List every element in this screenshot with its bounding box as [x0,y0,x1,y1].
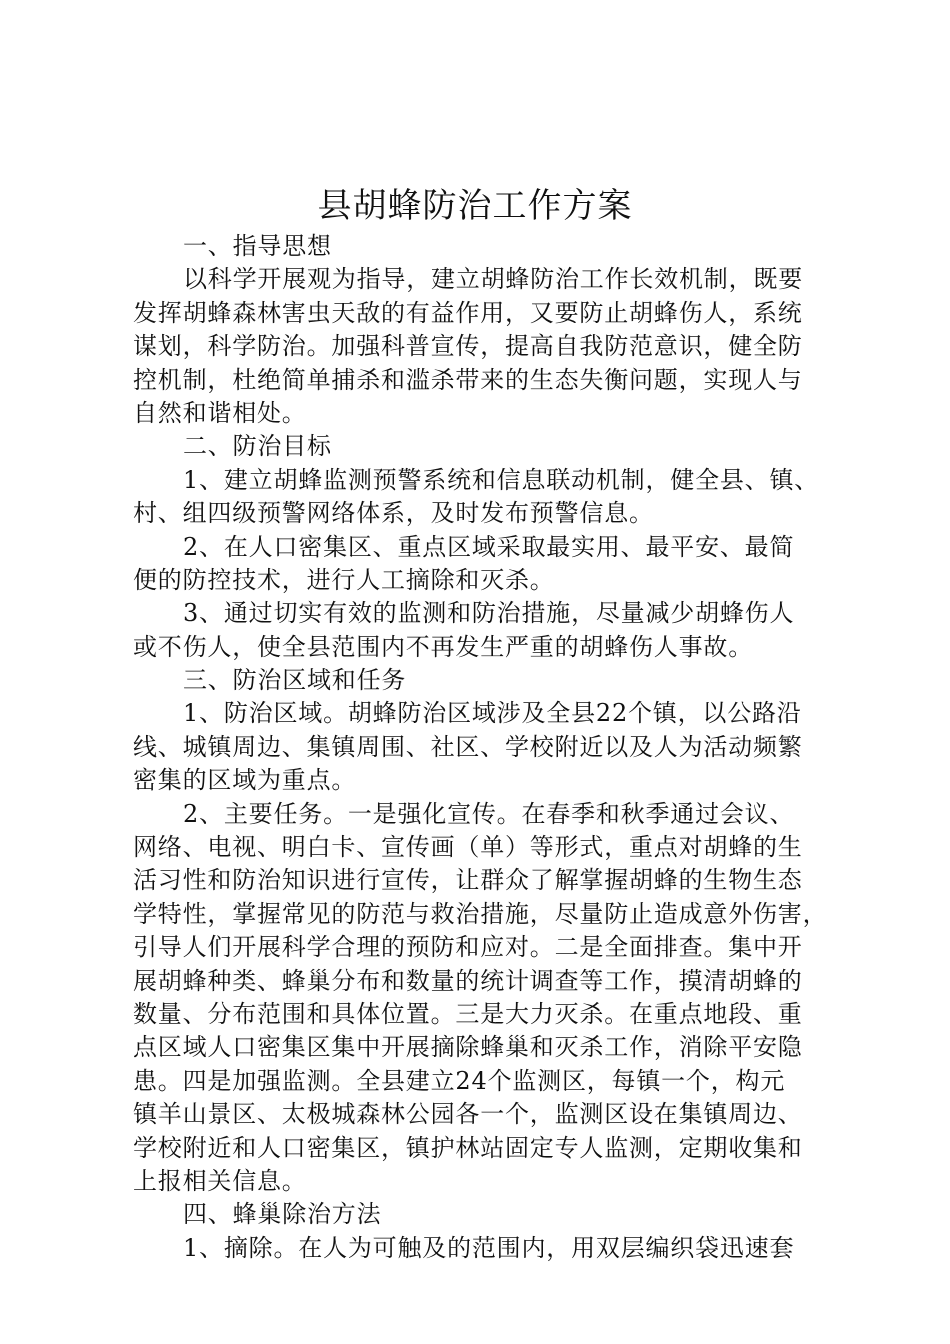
text-line: 控机制，杜绝简单捕杀和滥杀带来的生态失衡问题，实现人与 [133,365,803,394]
text-line: 以科学开展观为指导，建立胡蜂防治工作长效机制，既要 [183,265,803,294]
text-line: 活习性和防治知识进行宣传，让群众了解掌握胡蜂的生物生态 [133,866,803,895]
text-line: 引导人们开展科学合理的预防和应对。二是全面排查。集中开 [133,933,803,962]
text-line: 学校附近和人口密集区，镇护林站固定专人监测，定期收集和 [133,1133,803,1162]
text-line: 一、指导思想 [183,232,332,260]
text-line: 3、通过切实有效的监测和防治措施，尽量减少胡蜂伤人 [183,599,795,628]
text-line: 四、蜂巢除治方法 [183,1200,382,1229]
text-line: 2、主要任务。一是强化宣传。在春季和秋季通过会议、 [183,799,795,828]
text-line: 谋划，科学防治。加强科普宣传，提高自我防范意识，健全防 [133,332,803,361]
text-line: 村、组四级预警网络体系，及时发布预警信息。 [133,499,654,528]
text-line: 便的防控技术，进行人工摘除和灭杀。 [133,565,555,594]
text-line: 数量、分布范围和具体位置。三是大力灭杀。在重点地段、重 [133,999,803,1028]
text-line: 发挥胡蜂森林害虫天敌的有益作用，又要防止胡蜂伤人，系统 [133,298,803,327]
text-line: 1、防治区域。胡蜂防治区域涉及全县22个镇，以公路沿 [183,699,802,728]
text-line: 镇羊山景区、太极城森林公园各一个，监测区设在集镇周边、 [133,1100,803,1129]
text-line: 密集的区域为重点。 [133,766,357,795]
text-line: 1、摘除。在人为可触及的范围内，用双层编织袋迅速套 [183,1233,795,1262]
text-line: 学特性，掌握常见的防范与救治措施，尽量防止造成意外伤害， [133,899,828,928]
text-line: 1、建立胡蜂监测预警系统和信息联动机制，健全县、镇、 [183,465,820,494]
text-line: 自然和谐相处。 [133,398,307,427]
text-line: 点区域人口密集区集中开展摘除蜂巢和灭杀工作，消除平安隐 [133,1033,803,1062]
text-line: 二、防治目标 [183,432,332,461]
document-title: 县胡蜂防治工作方案 [317,186,633,226]
text-line: 网络、电视、明白卡、宣传画（单）等形式，重点对胡蜂的生 [133,833,803,862]
text-line: 2、在人口密集区、重点区域采取最实用、最平安、最简 [183,532,795,561]
text-line: 上报相关信息。 [133,1166,307,1195]
document-body [133,230,828,1265]
text-line: 患。四是加强监测。全县建立24个监测区，每镇一个，构元 [133,1066,786,1095]
text-line: 展胡蜂种类、蜂巢分布和数量的统计调查等工作，摸清胡蜂的 [133,966,803,995]
text-line: 或不伤人，使全县范围内不再发生严重的胡蜂伤人事故。 [133,632,753,661]
text-line: 三、防治区域和任务 [183,666,407,695]
text-line: 线、城镇周边、集镇周围、社区、学校附近以及人为活动频繁 [133,732,803,761]
